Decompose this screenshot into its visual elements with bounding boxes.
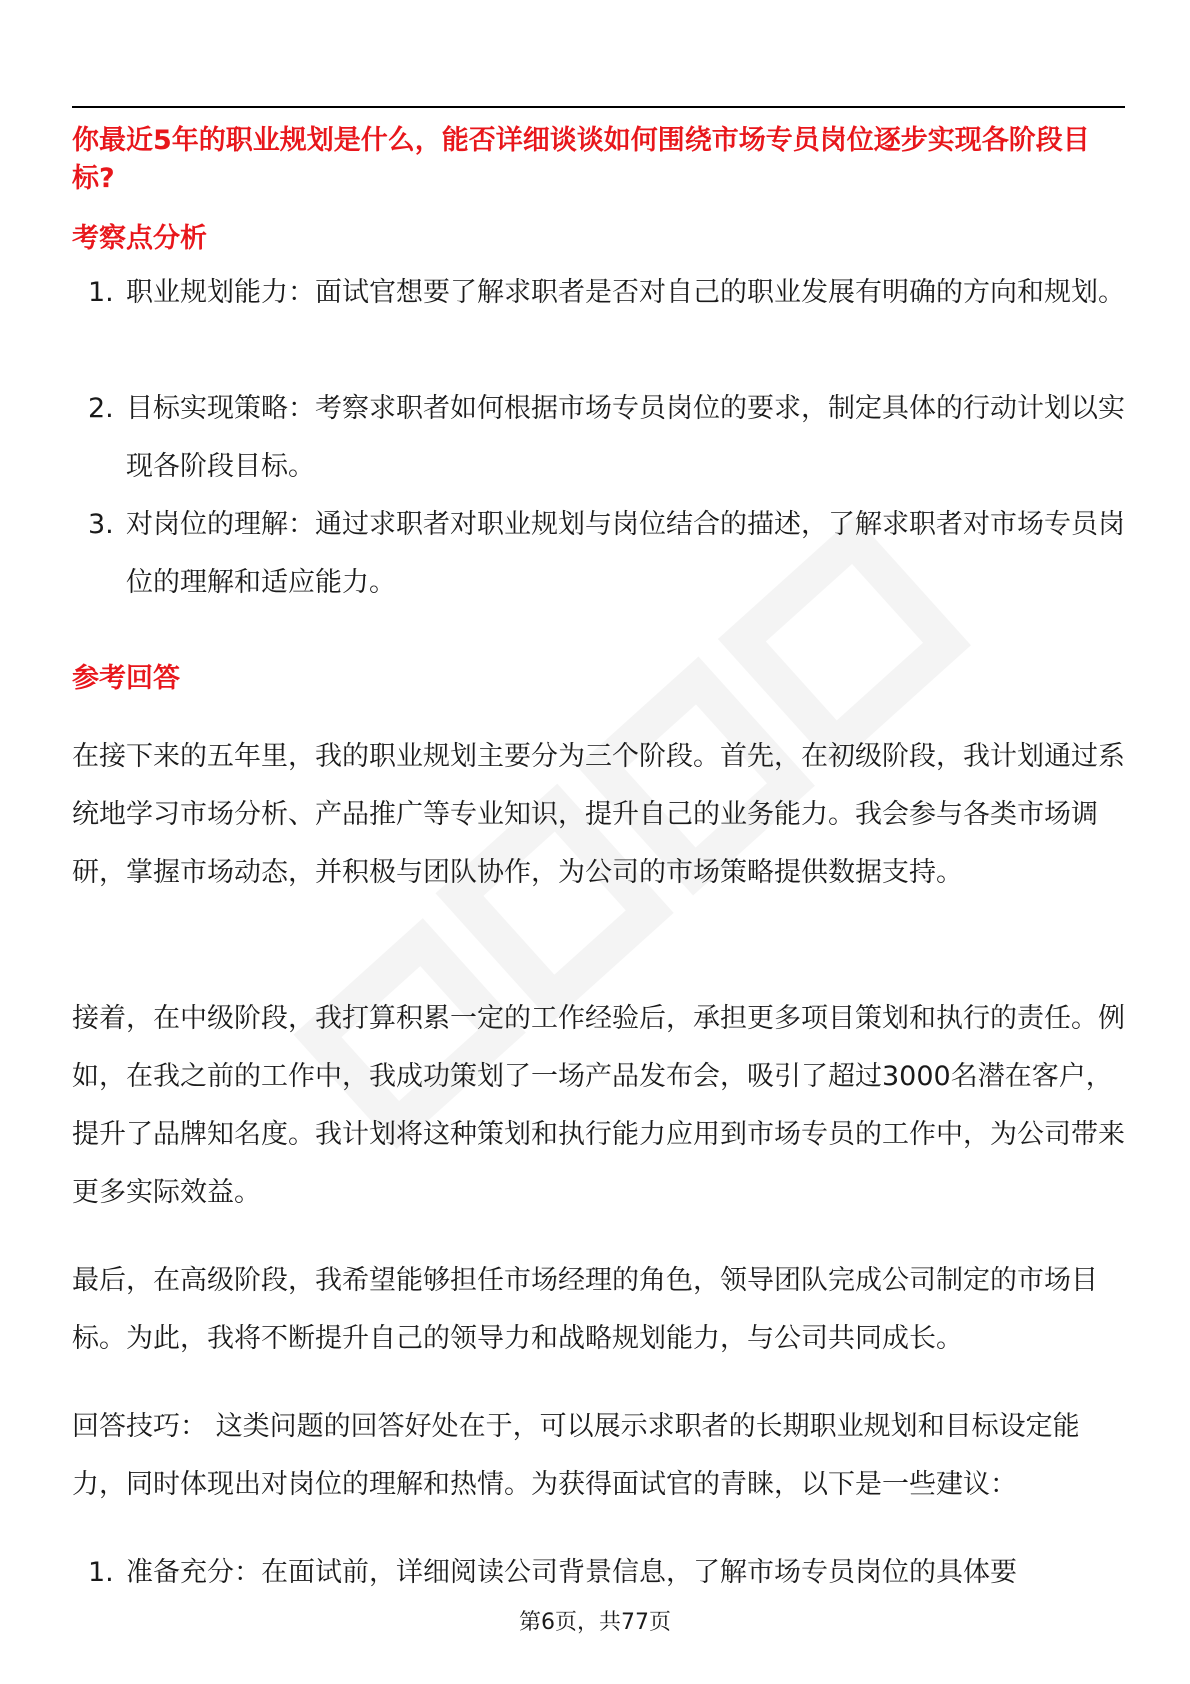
analysis-item-3 bbox=[88, 496, 1125, 612]
list-number: 1. bbox=[88, 277, 114, 308]
list-number: 3. bbox=[88, 509, 114, 540]
page-footer: 第6页，共77页 bbox=[519, 1610, 671, 1635]
answer-tips-intro: 回答技巧： 这类问题的回答好处在于，可以展示求职者的长期职业规划和目标设定能力，同时体现出对岗位的理解和热情。为获得面试官的青睐，以下是一些建议： bbox=[72, 1411, 1080, 1500]
tip-item-1 bbox=[88, 1544, 1125, 1602]
answer-paragraph-2: 接着，在中级阶段，我打算积累一定的工作经验后，承担更多项目策划和执行的责任。例如，在我之前的工作中，我成功策划了一场产品发布会，吸引了超过3000名潜在客户，提升了品牌知名度。我计划将这种策划和执行能力应用到市场专员的工作中，为公司带来更多实际效益。 bbox=[72, 1003, 1125, 1208]
list-text: 目标实现策略：考察求职者如何根据市场专员岗位的要求，制定具体的行动计划以实现各阶段目标。 bbox=[126, 393, 1125, 482]
list-number: 2. bbox=[88, 393, 114, 424]
question-title: 你最近5年的职业规划是什么，能否详细谈谈如何围绕市场专员岗位逐步实现各阶段目标? bbox=[72, 125, 1090, 194]
analysis-item-2 bbox=[88, 380, 1125, 496]
answer-heading: 参考回答 bbox=[72, 663, 180, 694]
header-rule bbox=[72, 106, 1125, 108]
analysis-item-1 bbox=[88, 264, 1125, 322]
list-text: 对岗位的理解：通过求职者对职业规划与岗位结合的描述，了解求职者对市场专员岗位的理解和适应能力。 bbox=[126, 509, 1125, 598]
list-number: 1. bbox=[88, 1557, 114, 1588]
analysis-heading: 考察点分析 bbox=[72, 223, 207, 254]
list-text: 职业规划能力：面试官想要了解求职者是否对自己的职业发展有明确的方向和规划。 bbox=[126, 277, 1125, 308]
answer-paragraph-3: 最后，在高级阶段，我希望能够担任市场经理的角色，领导团队完成公司制定的市场目标。为此，我将不断提升自己的领导力和战略规划能力，与公司共同成长。 bbox=[72, 1265, 1098, 1354]
list-text: 准备充分：在面试前，详细阅读公司背景信息，了解市场专员岗位的具体要 bbox=[126, 1557, 1017, 1588]
answer-paragraph-1: 在接下来的五年里，我的职业规划主要分为三个阶段。首先，在初级阶段，我计划通过系统地学习市场分析、产品推广等专业知识，提升自己的业务能力。我会参与各类市场调研，掌握市场动态，并积极与团队协作，为公司的市场策略提供数据支持。 bbox=[72, 741, 1125, 888]
